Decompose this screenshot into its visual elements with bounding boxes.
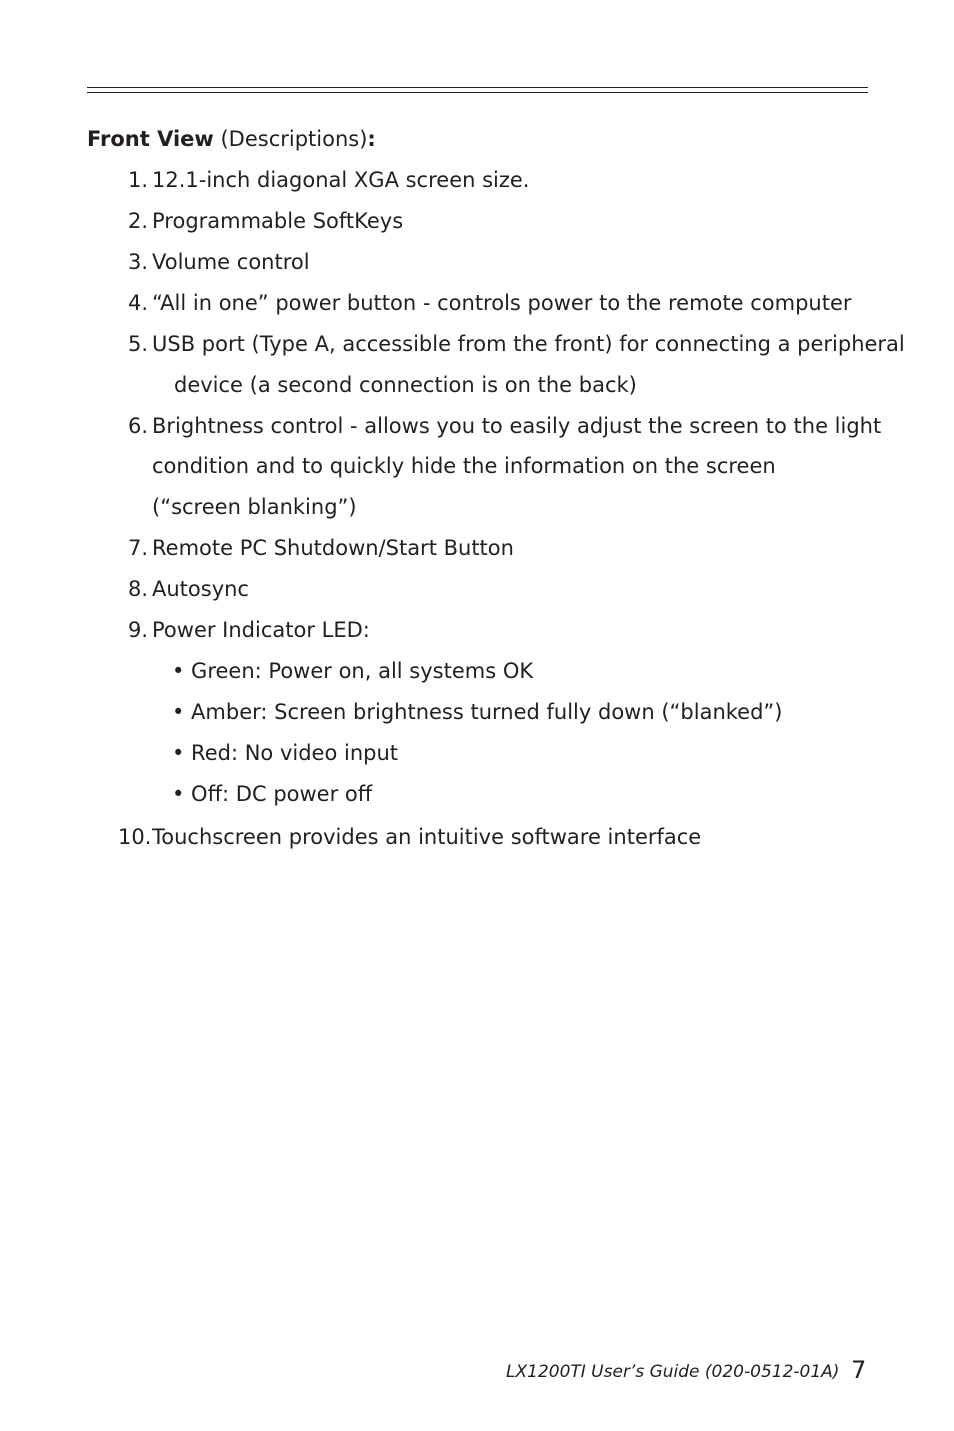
section-heading bbox=[87, 125, 376, 153]
header-rule-top bbox=[87, 87, 868, 88]
list-item-text: 12.1-inch diagonal XGA screen size. bbox=[152, 168, 530, 192]
list-item-number: 1. bbox=[127, 168, 148, 192]
header-rule-bottom bbox=[87, 92, 868, 93]
list-item-number: 10. bbox=[118, 825, 152, 849]
list-item-text: Programmable SoftKeys bbox=[152, 209, 404, 233]
list-item-text: Touchscreen provides an intuitive software interface bbox=[152, 825, 702, 849]
list-item-number: 2. bbox=[127, 209, 148, 233]
heading-bold: Front View bbox=[87, 127, 214, 151]
led-state-red: • Red: No video input bbox=[172, 741, 398, 765]
page-number: 7 bbox=[851, 1356, 867, 1384]
list-item-number: 8. bbox=[127, 577, 148, 601]
list-item-number: 5. bbox=[127, 332, 148, 356]
list-item-text: Remote PC Shutdown/Start Button bbox=[152, 536, 514, 560]
list-item-5-continuation: device (a second connection is on the back) bbox=[174, 373, 637, 397]
list-item-number: 4. bbox=[127, 291, 148, 315]
heading-rest: (Descriptions) bbox=[213, 127, 368, 151]
list-item-text: USB port (Type A, accessible from the front) for connecting a peripheral bbox=[152, 332, 905, 356]
list-item-number: 6. bbox=[127, 414, 148, 438]
list-item-6-continuation-1: condition and to quickly hide the information on the screen bbox=[152, 454, 776, 478]
heading-colon: : bbox=[367, 127, 376, 151]
list-item-text: Volume control bbox=[152, 250, 310, 274]
list-item-6-continuation-2: (“screen blanking”) bbox=[152, 495, 357, 519]
list-item-text: Brightness control - allows you to easily adjust the screen to the light bbox=[152, 414, 882, 438]
footer-guide-title: LX1200TI User’s Guide (020-0512-01A) bbox=[506, 1362, 840, 1382]
led-state-amber: • Amber: Screen brightness turned fully down (“blanked”) bbox=[172, 700, 783, 724]
list-item-text: Power Indicator LED: bbox=[152, 618, 370, 642]
led-state-green: • Green: Power on, all systems OK bbox=[172, 659, 534, 683]
list-item-number: 7. bbox=[127, 536, 148, 560]
list-item-text: “All in one” power button - controls power to the remote computer bbox=[152, 291, 852, 315]
led-state-off: • Off: DC power off bbox=[172, 782, 373, 806]
list-item-number: 3. bbox=[127, 250, 148, 274]
list-item-number: 9. bbox=[127, 618, 148, 642]
list-item-text: Autosync bbox=[152, 577, 249, 601]
